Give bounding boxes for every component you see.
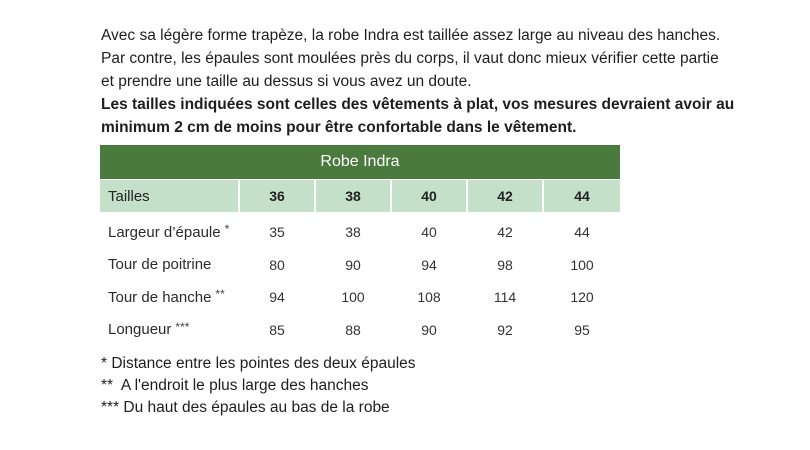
row-footnote-mark: *** xyxy=(175,319,190,334)
intro-line: et prendre une taille au dessus si vous avez un doute. xyxy=(101,73,472,90)
intro-line: Par contre, les épaules sont moulées près du corps, il vaut donc mieux vérifier cette partie xyxy=(101,50,719,67)
row-label xyxy=(100,224,238,241)
header-label: Tailles xyxy=(100,180,238,212)
table-cell: 98 xyxy=(497,256,513,273)
table-cell: 44 xyxy=(574,224,590,241)
table-cell: 100 xyxy=(341,289,365,306)
header-size: 42 xyxy=(468,180,542,212)
row-label-text: Longueur xyxy=(108,321,172,339)
header-size: 36 xyxy=(240,180,314,212)
row-label-text: Largeur d’épaule xyxy=(108,223,221,241)
size-table xyxy=(100,145,620,346)
table-header-row xyxy=(100,180,620,212)
table-row xyxy=(100,216,620,249)
table-cell: 85 xyxy=(269,321,285,338)
header-size: 38 xyxy=(316,180,390,212)
table-cell: 90 xyxy=(421,321,437,338)
table-row xyxy=(100,249,620,282)
table-cell: 38 xyxy=(345,224,361,241)
table-cell: 35 xyxy=(269,224,285,241)
table-cell: 120 xyxy=(570,289,594,306)
table-cell: 42 xyxy=(497,224,513,241)
table-cell: 90 xyxy=(345,256,361,273)
row-footnote-mark: ** xyxy=(215,287,225,302)
table-cell: 88 xyxy=(345,321,361,338)
table-cell: 95 xyxy=(574,321,590,338)
row-label-text: Tour de hanche xyxy=(108,288,212,306)
intro-line: Avec sa légère forme trapèze, la robe Indra est taillée assez large au niveau des hanches. xyxy=(101,27,721,44)
row-label-text: Tour de poitrine xyxy=(108,256,212,274)
table-cell: 92 xyxy=(497,321,513,338)
header-size: 44 xyxy=(544,180,620,212)
table-row xyxy=(100,281,620,314)
table-cell: 94 xyxy=(421,256,437,273)
table-cell: 108 xyxy=(417,289,441,306)
header-size: 40 xyxy=(392,180,466,212)
table-cell: 80 xyxy=(269,256,285,273)
intro-bold-line: minimum 2 cm de moins pour être confortable dans le vêtement. xyxy=(101,119,577,136)
row-label xyxy=(100,289,238,306)
row-label xyxy=(100,321,238,338)
footnotes xyxy=(101,353,416,419)
table-cell: 100 xyxy=(570,256,594,273)
row-footnote-mark: * xyxy=(224,222,230,237)
table-cell: 94 xyxy=(269,289,285,306)
table-cell: 114 xyxy=(493,289,517,306)
row-label xyxy=(100,256,238,273)
table-title: Robe Indra xyxy=(100,145,620,179)
intro-text xyxy=(101,24,791,139)
table-row xyxy=(100,314,620,347)
intro-bold-line: Les tailles indiquées sont celles des vêtements à plat, vos mesures devraient avoir au xyxy=(101,96,735,113)
table-cell: 40 xyxy=(421,224,437,241)
footnote: *** Du haut des épaules au bas de la robe xyxy=(101,399,390,416)
footnote: ** A l'endroit le plus large des hanches xyxy=(101,377,369,394)
footnote: * Distance entre les pointes des deux épaules xyxy=(101,355,416,372)
